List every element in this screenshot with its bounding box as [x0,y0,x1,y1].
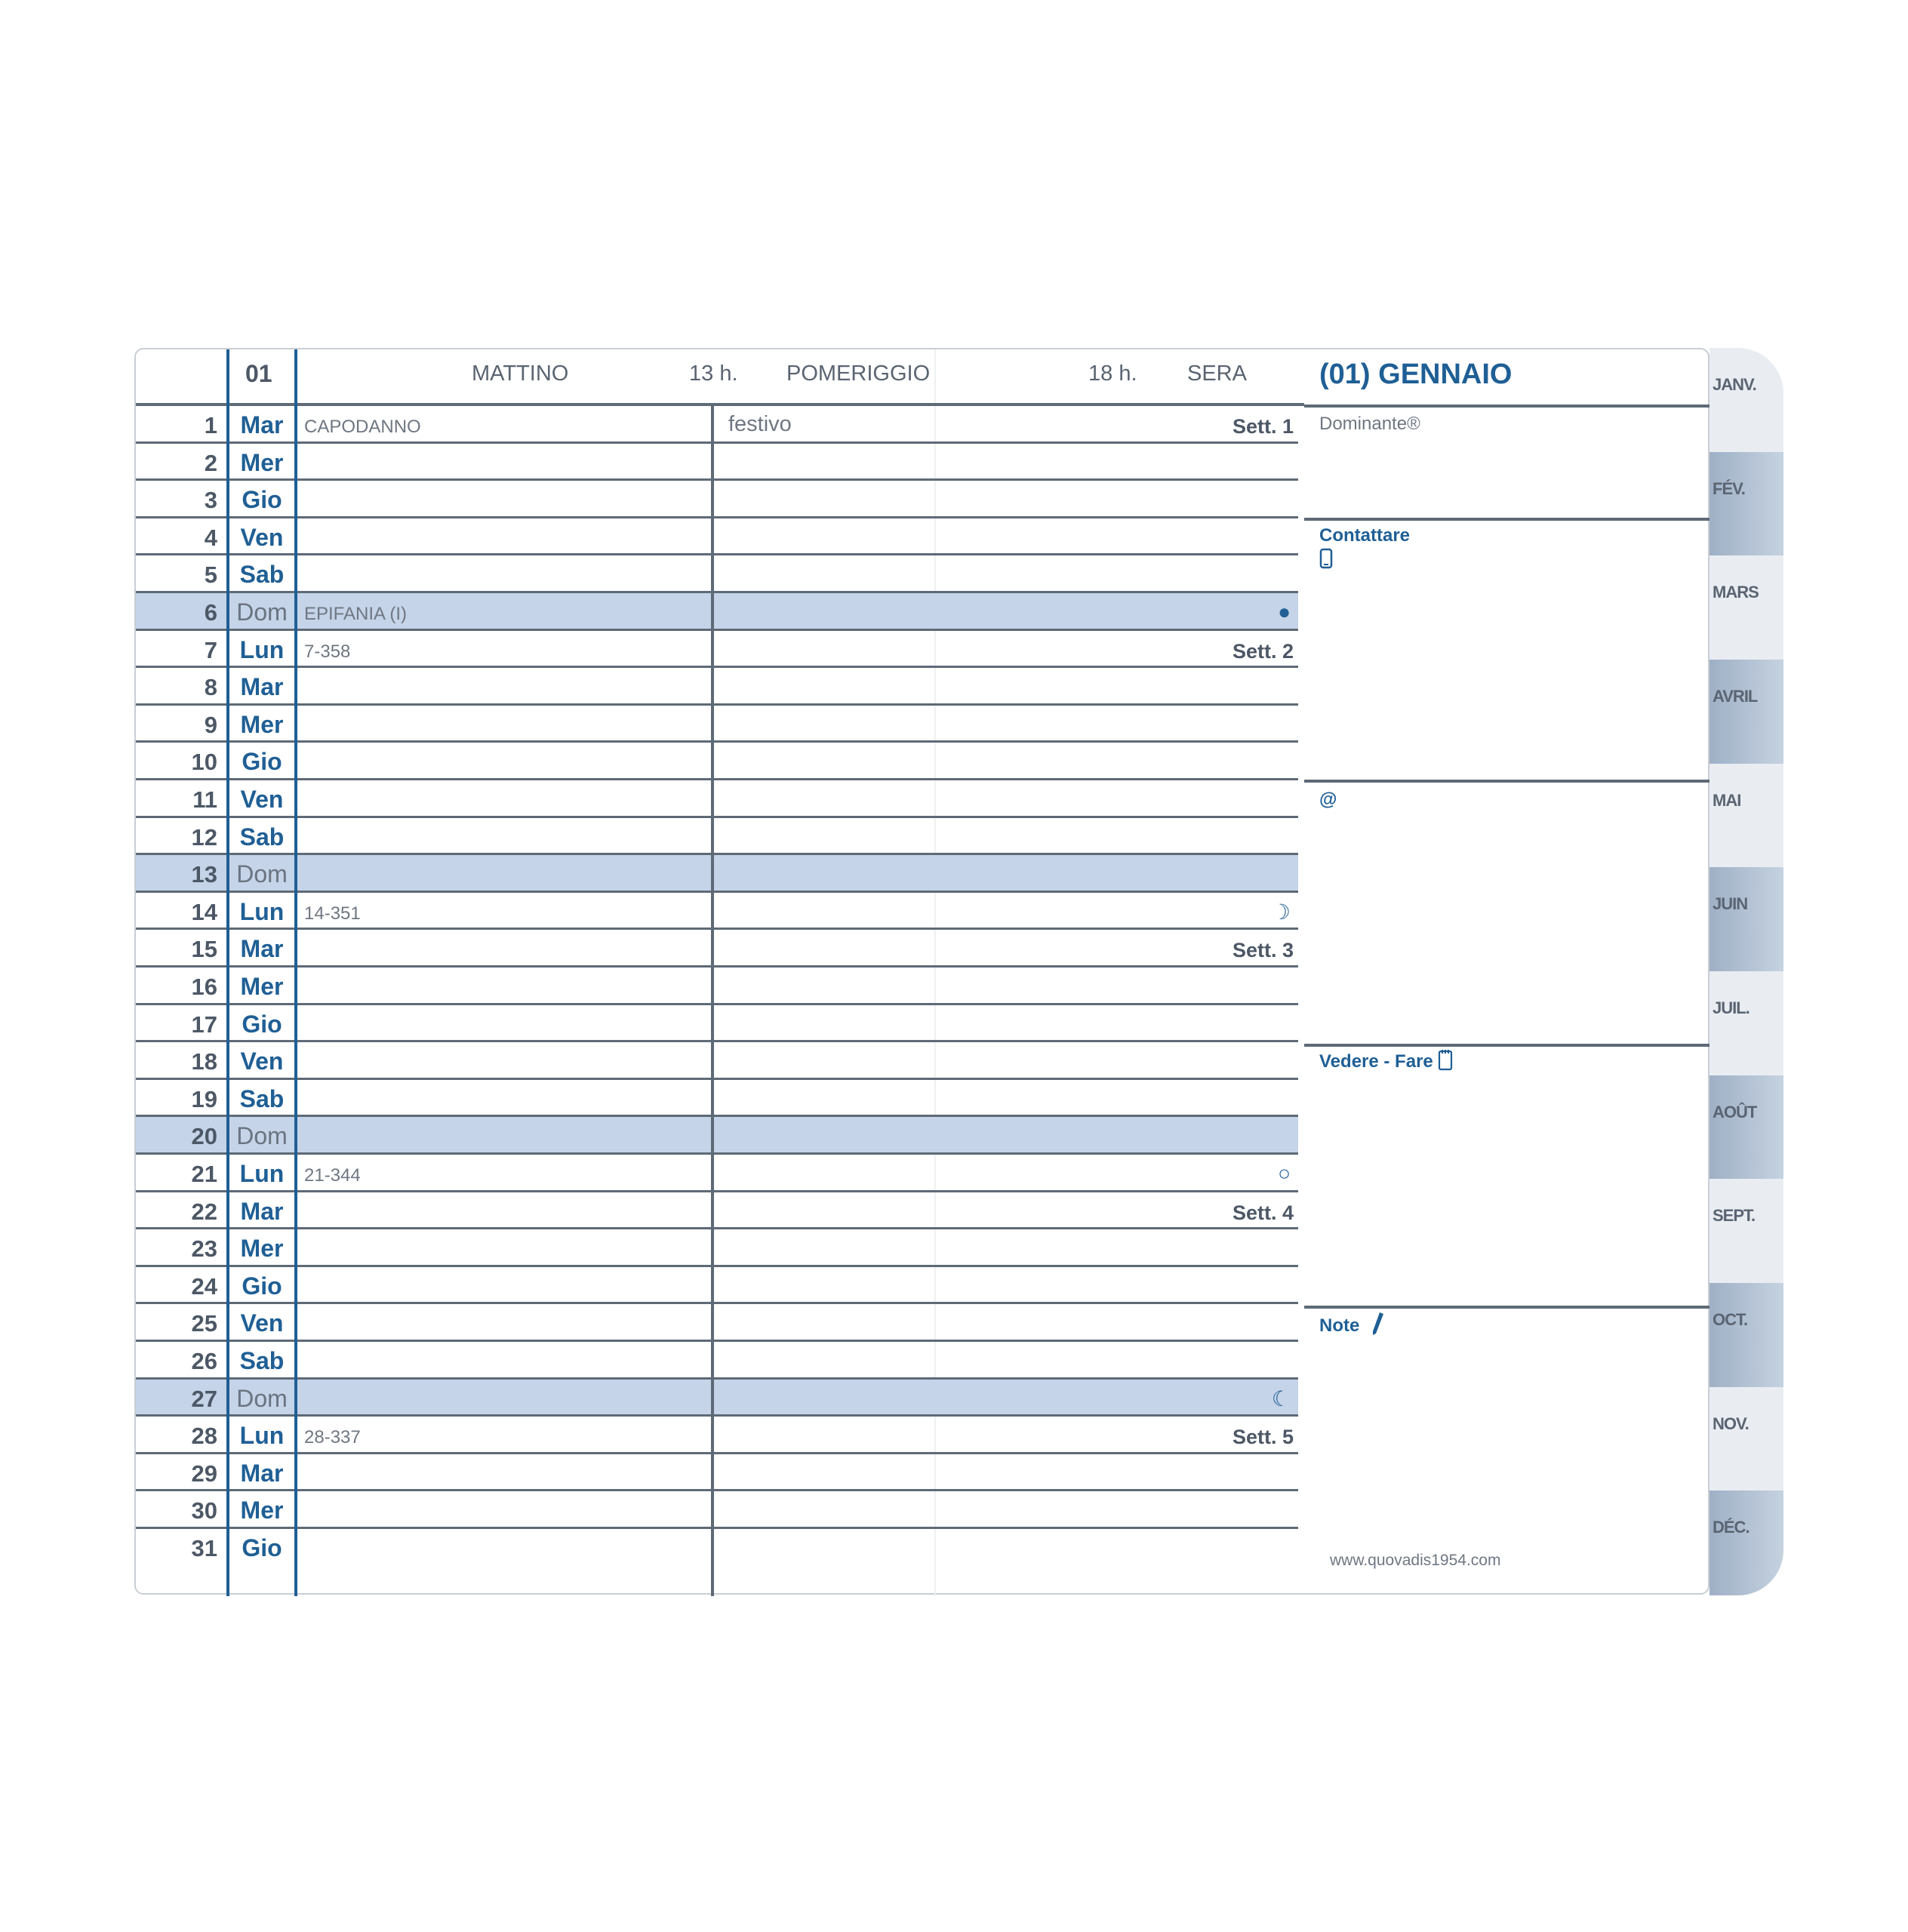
day-row[interactable] [136,444,1298,481]
day-note: 28-337 [304,1427,361,1448]
day-row[interactable] [136,518,1298,556]
day-note: 14-351 [304,903,361,924]
day-name: Sab [239,823,285,851]
day-row[interactable] [136,706,1298,743]
day-note: CAPODANNO [304,417,421,437]
month-tab[interactable] [1710,1179,1783,1284]
day-number: 20 [191,1123,217,1150]
day-number: 7 [204,636,217,663]
day-name: Sab [239,561,285,589]
planner-page [134,348,1710,1595]
moon-phase-icon: ☽ [1271,900,1291,924]
sidebar-rule-notes [1304,1306,1712,1309]
day-name: Lun [239,1160,285,1187]
week-label: Sett. 4 [1232,1201,1294,1224]
contattare-label: Contattare [1319,525,1411,546]
day-row[interactable] [136,555,1298,593]
day-row[interactable] [136,1155,1298,1192]
day-number: 17 [191,1011,217,1038]
day-name: Mar [240,411,284,438]
day-number: 15 [191,936,217,963]
day-name: Lun [239,897,285,925]
day-number: 27 [191,1385,217,1412]
day-number: 8 [204,674,217,701]
day-row[interactable] [136,1380,1298,1417]
week-label: Sett. 1 [1232,415,1294,438]
month-tab-label: JUIN [1713,894,1748,914]
day-row[interactable] [136,1042,1298,1080]
pencil-icon [1369,1311,1386,1340]
day-name: Mar [240,673,284,701]
month-tab[interactable] [1710,660,1783,764]
day-name: Mer [240,973,284,1000]
month-tab[interactable] [1710,555,1783,660]
hour-18-label: 18 h. [1088,361,1137,386]
moon-phase-icon: ● [1278,600,1291,623]
month-sidebar [1304,349,1712,1596]
mattino-label: MATTINO [472,361,569,386]
month-tab[interactable] [1710,452,1783,557]
day-name: Gio [242,1010,282,1038]
day-name: Mer [240,1497,284,1524]
month-tab-label: MARS [1713,583,1759,602]
sera-label: SERA [1187,361,1247,386]
day-name: Lun [239,1422,285,1450]
day-number: 22 [191,1198,217,1225]
day-note: 7-358 [304,641,351,662]
day-column-rule [294,349,297,1596]
day-name: Gio [242,1534,282,1561]
dominante-label: Dominante® [1319,414,1420,434]
day-note: 21-344 [304,1165,361,1186]
month-tab[interactable] [1710,1075,1783,1180]
month-title: (01) GENNAIO [1319,358,1513,390]
day-number: 16 [191,974,217,1000]
day-name: Ven [240,1048,284,1075]
sidebar-rule-top [1304,405,1712,408]
day-name: Mer [240,710,284,738]
day-row[interactable] [136,1342,1298,1380]
day-name: Lun [239,635,285,663]
day-row[interactable] [136,1267,1298,1305]
month-tab[interactable] [1710,348,1783,453]
day-row[interactable] [136,1417,1298,1454]
day-row[interactable] [136,968,1298,1005]
day-name: Dom [236,1122,288,1150]
day-row[interactable] [136,930,1298,968]
day-row[interactable] [136,1454,1298,1492]
day-row[interactable] [136,1529,1298,1589]
day-row[interactable] [136,1491,1298,1529]
month-tab[interactable] [1710,1387,1783,1492]
day-name: Ven [240,786,284,813]
day-number: 26 [191,1348,217,1374]
day-name: Ven [240,1309,284,1337]
day-number: 11 [192,786,217,813]
day-row[interactable] [136,1229,1298,1267]
month-number: 01 [245,360,272,387]
day-number: 13 [191,861,217,888]
day-name: Gio [242,748,282,776]
sidebar-rule-todo [1304,1044,1712,1047]
month-tab-label: DÉC. [1713,1518,1750,1537]
month-tabs [1710,348,1785,1595]
day-number: 1 [204,412,217,438]
week-label: Sett. 5 [1232,1426,1294,1449]
day-name: Gio [242,1272,282,1300]
day-row[interactable] [136,1080,1298,1118]
month-tab[interactable] [1710,867,1783,972]
at-label: @ [1319,789,1337,810]
day-row[interactable] [136,1005,1298,1043]
note-label: Note [1319,1315,1360,1336]
day-row[interactable] [136,1117,1298,1155]
day-name: Mer [240,1235,284,1263]
number-column-rule [226,349,229,1596]
day-number: 10 [191,749,217,776]
day-number: 30 [191,1497,217,1524]
day-name: Dom [236,860,288,888]
day-number: 21 [191,1161,217,1187]
midday-column-rule [711,406,714,1596]
day-number: 12 [191,823,217,851]
day-row[interactable] [136,668,1298,706]
day-name: Mer [240,448,284,476]
day-note: EPIFANIA (I) [304,604,408,624]
month-tab-label: AVRIL [1713,687,1758,706]
day-name: Mar [240,1459,284,1487]
month-tab[interactable] [1710,764,1783,869]
day-number: 14 [191,898,217,925]
week-label: Sett. 2 [1232,639,1294,663]
day-number: 6 [204,599,217,626]
hour-13-label: 13 h. [689,361,738,386]
day-row[interactable] [136,631,1298,669]
day-number: 18 [191,1048,217,1075]
phone-icon [1319,548,1333,573]
day-row[interactable] [136,593,1298,631]
month-tab-label: JUIL. [1713,998,1750,1017]
day-row[interactable] [136,1304,1298,1342]
pomeriggio-label: POMERIGGIO [786,361,931,386]
week-label: Sett. 3 [1232,939,1294,962]
day-number: 23 [191,1235,217,1263]
moon-phase-icon: ☾ [1271,1386,1291,1411]
month-tab-label: FÉV. [1713,478,1745,498]
day-number: 31 [191,1535,217,1561]
day-number: 28 [191,1423,217,1450]
day-number: 29 [191,1460,217,1487]
day-name: Ven [240,523,284,551]
day-name: Mar [240,935,284,963]
day-number: 4 [204,524,217,551]
month-tab[interactable] [1710,971,1783,1076]
month-tab-label: AOÛT [1713,1102,1757,1121]
day-name: Dom [236,1384,288,1412]
day-name: Mar [240,1197,284,1225]
month-tab-label: OCT. [1713,1310,1748,1329]
day-name: Gio [242,486,282,514]
moon-phase-icon: ○ [1278,1161,1291,1185]
day-name: Sab [239,1347,285,1374]
day-row[interactable] [136,743,1298,780]
day-number: 24 [191,1272,217,1300]
day-row[interactable] [136,818,1298,856]
day-number: 9 [204,711,217,738]
month-tab-label: MAI [1713,790,1741,810]
day-number: 5 [204,561,217,589]
day-number: 25 [191,1310,217,1337]
sidebar-rule-contacts [1304,518,1712,521]
day-row[interactable] [136,855,1298,893]
day-number: 19 [191,1085,217,1112]
month-tab-label: SEPT. [1713,1206,1756,1226]
day-name: Dom [236,598,288,626]
vedere-fare-label: Vedere - Fare [1319,1051,1433,1072]
day-name: Sab [239,1084,285,1112]
day-number: 2 [204,449,217,476]
day-row[interactable] [136,780,1298,818]
day-row[interactable] [136,1192,1298,1230]
month-tab[interactable] [1710,1283,1783,1388]
notepad-icon [1437,1048,1454,1075]
month-tab-label: JANV. [1713,375,1756,394]
day-number: 3 [204,487,217,514]
day-row[interactable] [136,893,1298,931]
month-tab[interactable] [1710,1491,1783,1595]
day-row[interactable] [136,481,1298,518]
day-note-afternoon: festivo [728,412,792,436]
website-text: www.quovadis1954.com [1330,1552,1501,1569]
day-row[interactable] [136,406,1298,444]
sidebar-rule-email [1304,780,1712,783]
page-header [136,349,1304,406]
month-tab-label: NOV. [1713,1414,1749,1433]
